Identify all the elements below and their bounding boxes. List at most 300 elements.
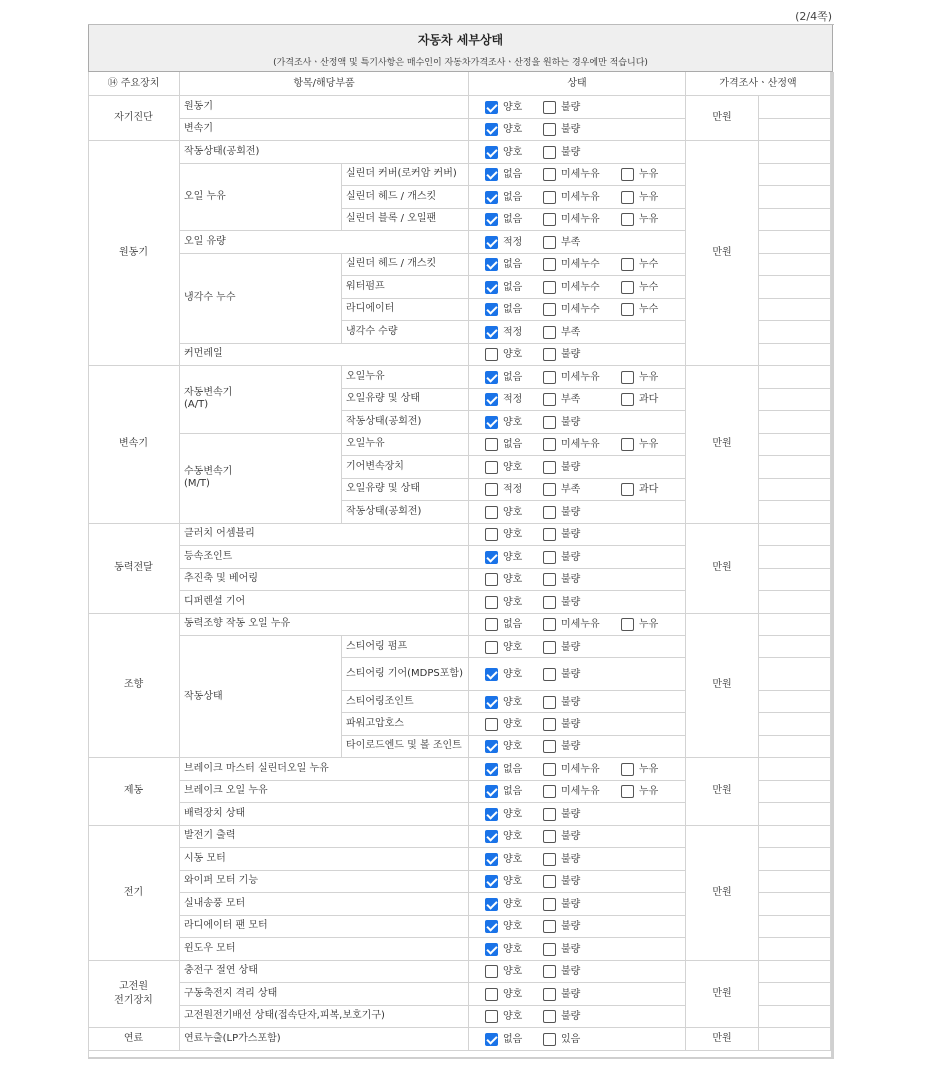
option-checkbox[interactable] xyxy=(543,641,556,654)
item-label: 동력조향 작동 오일 누유 xyxy=(180,614,469,637)
option-label: 양호 xyxy=(503,853,523,865)
price-amount-cell[interactable] xyxy=(759,434,831,457)
item-label: 와이퍼 모터 기능 xyxy=(180,871,469,894)
option-label: 없음 xyxy=(503,259,523,271)
option-checkbox[interactable] xyxy=(621,168,634,181)
option-checkbox[interactable] xyxy=(485,371,498,384)
option-checkbox[interactable] xyxy=(485,596,498,609)
price-unit-8: 만원 xyxy=(686,1028,759,1051)
option-checkbox[interactable] xyxy=(543,618,556,631)
table-bottom-shadow xyxy=(88,1057,834,1059)
option-label: 양호 xyxy=(503,966,523,978)
option-label: 불량 xyxy=(561,669,581,680)
option-checkbox[interactable] xyxy=(485,1010,498,1023)
option-label: 불량 xyxy=(561,808,581,820)
option-checkbox[interactable] xyxy=(485,1033,498,1046)
option-checkbox[interactable] xyxy=(485,988,498,1001)
option-checkbox[interactable] xyxy=(485,281,498,294)
item-label: 고전원전기배선 상태(접속단자,피복,보호기구) xyxy=(180,1006,469,1029)
option-checkbox[interactable] xyxy=(485,573,498,586)
option-checkbox[interactable] xyxy=(543,236,556,249)
price-amount-cell[interactable] xyxy=(759,658,831,691)
price-amount-cell[interactable] xyxy=(759,479,831,502)
item-label: 실내송풍 모터 xyxy=(180,893,469,916)
option-checkbox[interactable] xyxy=(621,483,634,496)
item-label: 냉각수 수량 xyxy=(342,321,469,344)
option-checkbox[interactable] xyxy=(543,740,556,753)
option-checkbox[interactable] xyxy=(485,393,498,406)
option-checkbox[interactable] xyxy=(543,506,556,519)
option-label: 불량 xyxy=(561,898,581,910)
option-checkbox[interactable] xyxy=(485,168,498,181)
device-group-3: 동력전달 xyxy=(88,524,180,614)
option-checkbox[interactable] xyxy=(621,785,634,798)
price-amount-cell[interactable] xyxy=(759,366,831,389)
option-label: 양호 xyxy=(503,988,523,1000)
option-label: 양호 xyxy=(503,349,523,361)
price-amount-cell[interactable] xyxy=(759,299,831,322)
option-checkbox[interactable] xyxy=(543,898,556,911)
item-parent-2: 자동변속기 (A/T) xyxy=(180,366,342,434)
price-amount-cell[interactable] xyxy=(759,826,831,849)
option-checkbox[interactable] xyxy=(485,718,498,731)
status-cell xyxy=(469,713,686,736)
item-label: 작동상태(공회전) xyxy=(342,501,469,524)
option-checkbox[interactable] xyxy=(485,943,498,956)
option-checkbox[interactable] xyxy=(543,348,556,361)
price-amount-cell[interactable] xyxy=(759,961,831,984)
option-checkbox[interactable] xyxy=(485,101,498,114)
status-cell xyxy=(469,591,686,614)
option-checkbox[interactable] xyxy=(485,763,498,776)
device-group-4: 조향 xyxy=(88,614,180,759)
option-checkbox[interactable] xyxy=(485,696,498,709)
option-checkbox[interactable] xyxy=(485,641,498,654)
option-checkbox[interactable] xyxy=(543,461,556,474)
price-amount-cell[interactable] xyxy=(759,1006,831,1029)
status-cell xyxy=(469,1028,686,1051)
option-label: 양호 xyxy=(503,808,523,820)
status-cell xyxy=(469,479,686,502)
price-amount-cell[interactable] xyxy=(759,254,831,277)
price-amount-cell[interactable] xyxy=(759,546,831,569)
status-cell xyxy=(469,141,686,164)
option-label: 없음 xyxy=(503,214,523,226)
option-label: 없음 xyxy=(503,619,523,631)
page-number: (2/4쪽) xyxy=(795,10,832,23)
option-checkbox[interactable] xyxy=(543,528,556,541)
item-label: 워터펌프 xyxy=(342,276,469,299)
option-label: 미세누유 xyxy=(561,371,600,383)
item-label: 스티어링 기어(MDPS포함) xyxy=(342,658,469,691)
item-label: 실린더 헤드 / 개스킷 xyxy=(342,254,469,277)
option-checkbox[interactable] xyxy=(485,191,498,204)
option-checkbox[interactable] xyxy=(485,830,498,843)
option-label: 양호 xyxy=(503,461,523,473)
option-label: 누수 xyxy=(639,281,659,293)
option-label: 불량 xyxy=(561,416,581,428)
price-amount-cell[interactable] xyxy=(759,231,831,254)
option-checkbox[interactable] xyxy=(543,123,556,136)
option-checkbox[interactable] xyxy=(543,763,556,776)
table-left-border xyxy=(88,72,89,1058)
option-checkbox[interactable] xyxy=(621,438,634,451)
item-label: 실린더 커버(로커암 커버) xyxy=(342,164,469,187)
price-amount-cell[interactable] xyxy=(759,209,831,232)
option-checkbox[interactable] xyxy=(621,281,634,294)
price-amount-cell[interactable] xyxy=(759,916,831,939)
price-amount-cell[interactable] xyxy=(759,389,831,412)
price-amount-cell[interactable] xyxy=(759,569,831,592)
option-label: 불량 xyxy=(561,1011,581,1023)
item-label: 라디에이터 xyxy=(342,299,469,322)
status-cell xyxy=(469,916,686,939)
device-group-8: 연료 xyxy=(88,1028,180,1051)
item-label: 원동기 xyxy=(180,96,469,119)
option-checkbox[interactable] xyxy=(543,718,556,731)
option-label: 적정 xyxy=(503,394,523,406)
option-checkbox[interactable] xyxy=(485,303,498,316)
option-checkbox[interactable] xyxy=(485,461,498,474)
item-label: 등속조인트 xyxy=(180,546,469,569)
option-label: 양호 xyxy=(503,529,523,541)
price-amount-cell[interactable] xyxy=(759,96,831,119)
status-cell xyxy=(469,366,686,389)
option-label: 누유 xyxy=(639,763,659,775)
item-label: 브레이크 오일 누유 xyxy=(180,781,469,804)
price-amount-cell[interactable] xyxy=(759,164,831,187)
form-title-box xyxy=(88,25,833,72)
item-label: 변속기 xyxy=(180,119,469,142)
option-label: 양호 xyxy=(503,641,523,653)
price-amount-cell[interactable] xyxy=(759,1028,831,1051)
option-label: 없음 xyxy=(503,371,523,383)
option-label: 불량 xyxy=(561,943,581,955)
option-checkbox[interactable] xyxy=(543,281,556,294)
device-group-6: 전기 xyxy=(88,826,180,961)
price-amount-cell[interactable] xyxy=(759,614,831,637)
option-checkbox[interactable] xyxy=(485,236,498,249)
price-amount-cell[interactable] xyxy=(759,456,831,479)
device-group-1: 원동기 xyxy=(88,141,180,366)
item-label: 스티어링조인트 xyxy=(342,691,469,713)
option-checkbox[interactable] xyxy=(543,371,556,384)
option-checkbox[interactable] xyxy=(621,213,634,226)
option-checkbox[interactable] xyxy=(485,146,498,159)
option-checkbox[interactable] xyxy=(485,920,498,933)
item-label: 추진축 및 베어링 xyxy=(180,569,469,592)
price-amount-cell[interactable] xyxy=(759,691,831,713)
item-label: 오일누유 xyxy=(342,366,469,389)
status-cell xyxy=(469,299,686,322)
status-cell xyxy=(469,691,686,713)
option-checkbox[interactable] xyxy=(621,763,634,776)
option-label: 적정 xyxy=(503,236,523,248)
status-cell xyxy=(469,781,686,804)
option-checkbox[interactable] xyxy=(485,123,498,136)
option-label: 양호 xyxy=(503,831,523,843)
option-checkbox[interactable] xyxy=(485,785,498,798)
option-checkbox[interactable] xyxy=(543,551,556,564)
option-checkbox[interactable] xyxy=(543,146,556,159)
option-checkbox[interactable] xyxy=(621,191,634,204)
price-amount-cell[interactable] xyxy=(759,524,831,547)
option-label: 없음 xyxy=(503,281,523,293)
option-checkbox[interactable] xyxy=(485,258,498,271)
option-label: 양호 xyxy=(503,741,523,753)
option-label: 미세누유 xyxy=(561,763,600,775)
item-label: 발전기 출력 xyxy=(180,826,469,849)
option-label: 미세누유 xyxy=(561,214,600,226)
option-checkbox[interactable] xyxy=(543,1033,556,1046)
status-cell xyxy=(469,434,686,457)
option-label: 미세누수 xyxy=(561,304,600,316)
device-group-7: 고전원 전기장치 xyxy=(88,961,180,1029)
option-checkbox[interactable] xyxy=(485,898,498,911)
vehicle-detail-form xyxy=(88,25,834,1058)
status-cell xyxy=(469,524,686,547)
option-label: 불량 xyxy=(561,146,581,158)
option-checkbox[interactable] xyxy=(543,213,556,226)
option-checkbox[interactable] xyxy=(543,416,556,429)
option-label: 양호 xyxy=(503,943,523,955)
option-label: 누유 xyxy=(639,619,659,631)
table-right-shadow xyxy=(831,72,834,1058)
option-label: 양호 xyxy=(503,506,523,518)
option-label: 양호 xyxy=(503,574,523,586)
status-cell xyxy=(469,893,686,916)
price-amount-cell[interactable] xyxy=(759,893,831,916)
option-label: 양호 xyxy=(503,416,523,428)
price-amount-cell[interactable] xyxy=(759,276,831,299)
option-checkbox[interactable] xyxy=(543,483,556,496)
price-amount-cell[interactable] xyxy=(759,758,831,781)
option-checkbox[interactable] xyxy=(485,808,498,821)
price-unit-4: 만원 xyxy=(686,614,759,759)
price-amount-cell[interactable] xyxy=(759,186,831,209)
option-checkbox[interactable] xyxy=(543,808,556,821)
option-checkbox[interactable] xyxy=(485,416,498,429)
price-amount-cell[interactable] xyxy=(759,411,831,434)
option-checkbox[interactable] xyxy=(543,830,556,843)
item-label: 실린더 헤드 / 개스킷 xyxy=(342,186,469,209)
option-label: 불량 xyxy=(561,921,581,933)
option-checkbox[interactable] xyxy=(621,393,634,406)
status-cell xyxy=(469,389,686,412)
device-group-2: 변속기 xyxy=(88,366,180,524)
price-amount-cell[interactable] xyxy=(759,636,831,658)
option-checkbox[interactable] xyxy=(543,920,556,933)
price-amount-cell[interactable] xyxy=(759,501,831,524)
status-cell xyxy=(469,983,686,1006)
option-checkbox[interactable] xyxy=(543,696,556,709)
option-label: 양호 xyxy=(503,921,523,933)
option-label: 없음 xyxy=(503,191,523,203)
item-label: 작동상태(공회전) xyxy=(342,411,469,434)
status-cell xyxy=(469,344,686,367)
price-amount-cell[interactable] xyxy=(759,803,831,826)
item-parent-1: 냉각수 누수 xyxy=(180,254,342,344)
option-checkbox[interactable] xyxy=(543,853,556,866)
option-checkbox[interactable] xyxy=(543,438,556,451)
option-label: 불량 xyxy=(561,124,581,136)
option-label: 불량 xyxy=(561,876,581,888)
status-cell xyxy=(469,411,686,434)
status-cell xyxy=(469,546,686,569)
item-label: 기어변속장치 xyxy=(342,456,469,479)
option-label: 누유 xyxy=(639,191,659,203)
price-amount-cell[interactable] xyxy=(759,781,831,804)
item-label: 실린더 블록 / 오일팬 xyxy=(342,209,469,232)
option-label: 미세누유 xyxy=(561,786,600,798)
option-label: 없음 xyxy=(503,304,523,316)
price-unit-7: 만원 xyxy=(686,961,759,1029)
option-checkbox[interactable] xyxy=(543,875,556,888)
option-checkbox[interactable] xyxy=(485,853,498,866)
header-status: 상태 xyxy=(469,72,686,96)
status-cell xyxy=(469,119,686,142)
option-checkbox[interactable] xyxy=(621,371,634,384)
item-label: 윈도우 모터 xyxy=(180,938,469,961)
price-amount-cell[interactable] xyxy=(759,736,831,759)
option-label: 없음 xyxy=(503,763,523,775)
option-checkbox[interactable] xyxy=(485,483,498,496)
price-unit-0: 만원 xyxy=(686,96,759,141)
price-amount-cell[interactable] xyxy=(759,344,831,367)
status-cell xyxy=(469,938,686,961)
status-cell xyxy=(469,186,686,209)
header-price: 가격조사ㆍ산정액 xyxy=(686,72,831,96)
option-checkbox[interactable] xyxy=(543,785,556,798)
price-amount-cell[interactable] xyxy=(759,591,831,614)
option-checkbox[interactable] xyxy=(485,528,498,541)
status-cell xyxy=(469,614,686,637)
option-checkbox[interactable] xyxy=(543,988,556,1001)
price-amount-cell[interactable] xyxy=(759,848,831,871)
option-checkbox[interactable] xyxy=(485,348,498,361)
item-label: 파워고압호스 xyxy=(342,713,469,736)
item-label: 오일 유량 xyxy=(180,231,469,254)
price-amount-cell[interactable] xyxy=(759,141,831,164)
option-checkbox[interactable] xyxy=(543,596,556,609)
option-checkbox[interactable] xyxy=(485,740,498,753)
option-checkbox[interactable] xyxy=(485,551,498,564)
option-checkbox[interactable] xyxy=(543,168,556,181)
status-cell xyxy=(469,456,686,479)
status-cell xyxy=(469,321,686,344)
option-label: 불량 xyxy=(561,831,581,843)
option-label: 불량 xyxy=(561,349,581,361)
header-item-part: 항목/해당부품 xyxy=(180,72,469,96)
option-label: 누수 xyxy=(639,259,659,271)
price-amount-cell[interactable] xyxy=(759,871,831,894)
price-amount-cell[interactable] xyxy=(759,119,831,142)
option-label: 미세누유 xyxy=(561,439,600,451)
item-label: 배력장치 상태 xyxy=(180,803,469,826)
option-label: 미세누수 xyxy=(561,259,600,271)
option-checkbox[interactable] xyxy=(485,326,498,339)
price-amount-cell[interactable] xyxy=(759,983,831,1006)
option-label: 불량 xyxy=(561,551,581,563)
price-amount-cell[interactable] xyxy=(759,938,831,961)
price-unit-1: 만원 xyxy=(686,141,759,366)
option-label: 양호 xyxy=(503,596,523,608)
price-amount-cell[interactable] xyxy=(759,713,831,736)
option-label: 누수 xyxy=(639,304,659,316)
status-cell xyxy=(469,231,686,254)
option-label: 불량 xyxy=(561,529,581,541)
item-label: 오일유량 및 상태 xyxy=(342,389,469,412)
option-label: 불량 xyxy=(561,988,581,1000)
option-checkbox[interactable] xyxy=(543,191,556,204)
option-label: 누유 xyxy=(639,439,659,451)
option-checkbox[interactable] xyxy=(485,438,498,451)
option-checkbox[interactable] xyxy=(543,101,556,114)
option-checkbox[interactable] xyxy=(543,393,556,406)
option-checkbox[interactable] xyxy=(543,326,556,339)
option-label: 없음 xyxy=(503,169,523,181)
option-label: 미세누수 xyxy=(561,281,600,293)
option-label: 양호 xyxy=(503,124,523,136)
option-checkbox[interactable] xyxy=(543,943,556,956)
status-cell xyxy=(469,803,686,826)
option-label: 양호 xyxy=(503,551,523,563)
option-label: 부족 xyxy=(561,326,581,338)
option-checkbox[interactable] xyxy=(485,668,498,681)
option-label: 불량 xyxy=(561,718,581,730)
option-label: 부족 xyxy=(561,394,581,406)
status-cell xyxy=(469,658,686,691)
option-checkbox[interactable] xyxy=(621,303,634,316)
option-label: 불량 xyxy=(561,101,581,113)
option-label: 부족 xyxy=(561,484,581,496)
price-amount-cell[interactable] xyxy=(759,321,831,344)
option-checkbox[interactable] xyxy=(621,618,634,631)
option-label: 불량 xyxy=(561,574,581,586)
item-label: 디퍼렌셜 기어 xyxy=(180,591,469,614)
option-checkbox[interactable] xyxy=(621,258,634,271)
price-unit-6: 만원 xyxy=(686,826,759,961)
option-checkbox[interactable] xyxy=(485,875,498,888)
option-checkbox[interactable] xyxy=(543,1010,556,1023)
option-label: 있음 xyxy=(561,1033,581,1045)
option-checkbox[interactable] xyxy=(485,965,498,978)
form-subtitle: (가격조사ㆍ산정액 및 특기사항은 매수인이 자동차가격조사ㆍ산정을 원하는 경우에만 적습니다) xyxy=(273,58,648,68)
option-checkbox[interactable] xyxy=(485,618,498,631)
option-label: 과다 xyxy=(639,394,659,406)
option-label: 미세누유 xyxy=(561,169,600,181)
option-label: 없음 xyxy=(503,1033,523,1045)
option-checkbox[interactable] xyxy=(543,258,556,271)
option-checkbox[interactable] xyxy=(543,573,556,586)
option-label: 불량 xyxy=(561,966,581,978)
price-unit-3: 만원 xyxy=(686,524,759,614)
option-checkbox[interactable] xyxy=(485,213,498,226)
option-checkbox[interactable] xyxy=(543,668,556,681)
item-label: 타이로드엔드 및 볼 조인트 xyxy=(342,736,469,759)
option-checkbox[interactable] xyxy=(543,965,556,978)
option-label: 불량 xyxy=(561,596,581,608)
item-label: 작동상태(공회전) xyxy=(180,141,469,164)
option-label: 적정 xyxy=(503,326,523,338)
item-label: 클러치 어셈블리 xyxy=(180,524,469,547)
device-group-5: 제동 xyxy=(88,758,180,826)
option-label: 불량 xyxy=(561,506,581,518)
option-label: 미세누유 xyxy=(561,191,600,203)
option-checkbox[interactable] xyxy=(485,506,498,519)
option-checkbox[interactable] xyxy=(543,303,556,316)
option-label: 양호 xyxy=(503,146,523,158)
